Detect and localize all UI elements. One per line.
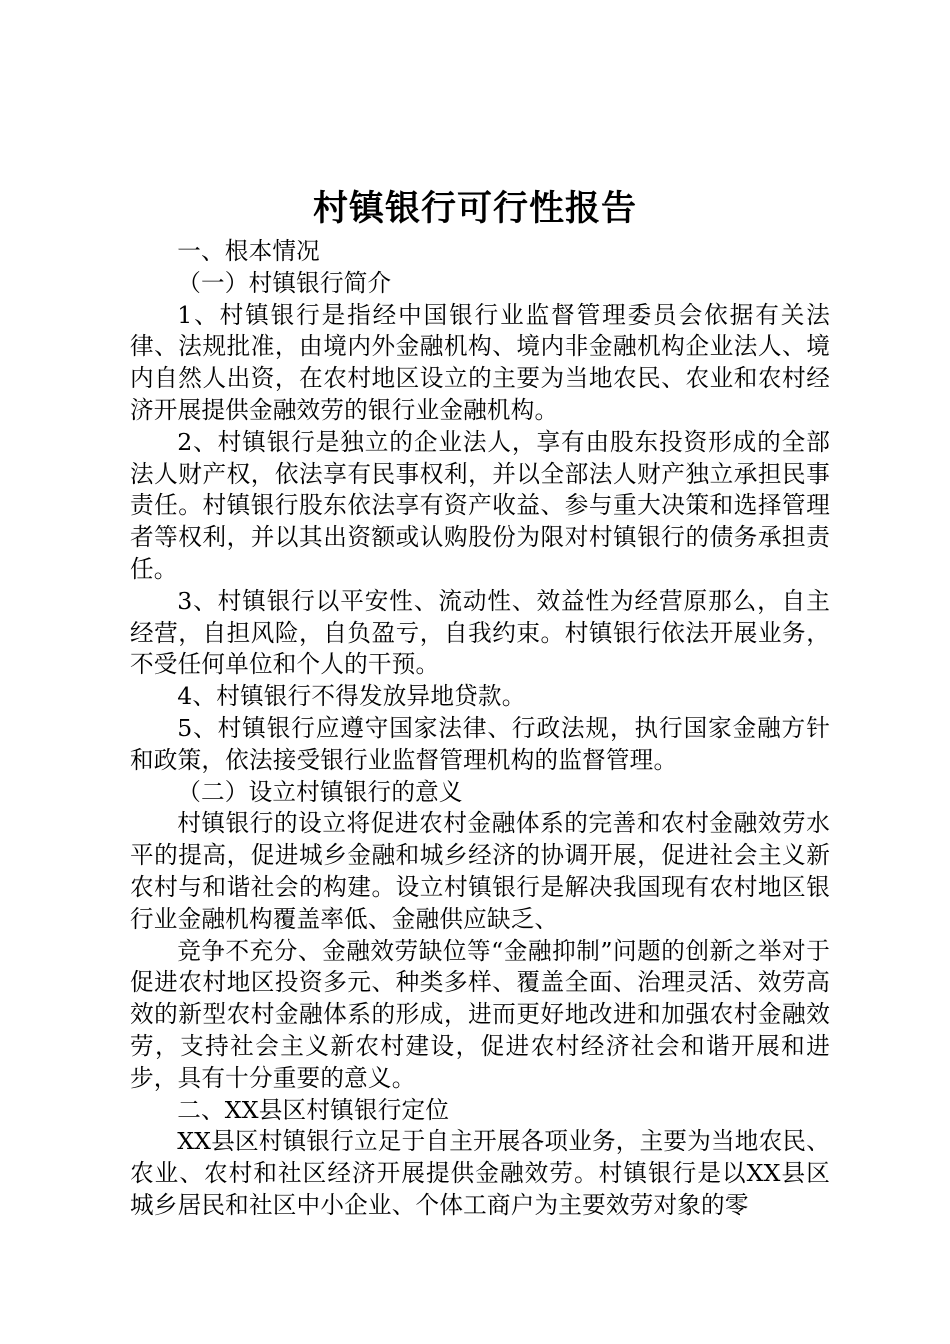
paragraph-item-5: 5、村镇银行应遵守国家法律、行政法规，执行国家金融方针和政策，依法接受银行业监督管理机构的监督管理。 xyxy=(130,713,830,774)
subheading-introduction: （一）村镇银行简介 xyxy=(177,268,392,297)
paragraph-item-3: 3、村镇银行以平安性、流动性、效益性为经营原那么，自主经营，自担风险，自负盈亏，自我约束。村镇银行依法开展业务，不受任何单位和个人的干预。 xyxy=(130,586,830,679)
paragraph-item-2: 2、村镇银行是独立的企业法人，享有由股东投资形成的全部法人财产权，依法享有民事权利，并以全部法人财产独立承担民事责任。村镇银行股东依法享有资产收益、参与重大决策和选择管理者等权利，并以其出资额或认购股份为限对村镇银行的债务承担责任。 xyxy=(130,427,830,583)
paragraph-item-1: 1、村镇银行是指经中国银行业监督管理委员会依据有关法律、法规批准，由境内外金融机构、境内非金融机构企业法人、境内自然人出资，在农村地区设立的主要为当地农民、农业和农村经济开展提供金融效劳的银行业金融机构。 xyxy=(130,300,830,424)
heading-basic-situation: 一、根本情况 xyxy=(177,237,320,265)
document-title: 村镇银行可行性报告 xyxy=(312,188,637,229)
paragraph-significance-2: 竞争不充分、金融效劳缺位等“金融抑制”问题的创新之举对于促进农村地区投资多元、种类多样、覆盖全面、治理灵活、效劳高效的新型农村金融体系的形成，进而更好地改进和加强农村金融效劳，支持社会主义新农村建设，促进农村经济社会和谐开展和进步，具有十分重要的意义。 xyxy=(130,936,830,1092)
paragraph-item-4: 4、村镇银行不得发放异地贷款。 xyxy=(177,682,526,711)
document-body xyxy=(130,236,830,1222)
paragraph-positioning: XX县区村镇银行立足于自主开展各项业务，主要为当地农民、农业、农村和社区经济开展提供金融效劳。村镇银行是以XX县区城乡居民和社区中小企业、个体工商户为主要效劳对象的零 xyxy=(130,1127,830,1219)
paragraph-significance-1: 村镇银行的设立将促进农村金融体系的完善和农村金融效劳水平的提高，促进城乡金融和城乡经济的协调开展，促进社会主义新农村与和谐社会的构建。设立村镇银行是解决我国现有农村地区银行业金融机构覆盖率低、金融供应缺乏、 xyxy=(130,809,830,933)
subheading-significance: （二）设立村镇银行的意义 xyxy=(177,777,463,806)
heading-positioning: 二、XX县区村镇银行定位 xyxy=(177,1095,450,1124)
